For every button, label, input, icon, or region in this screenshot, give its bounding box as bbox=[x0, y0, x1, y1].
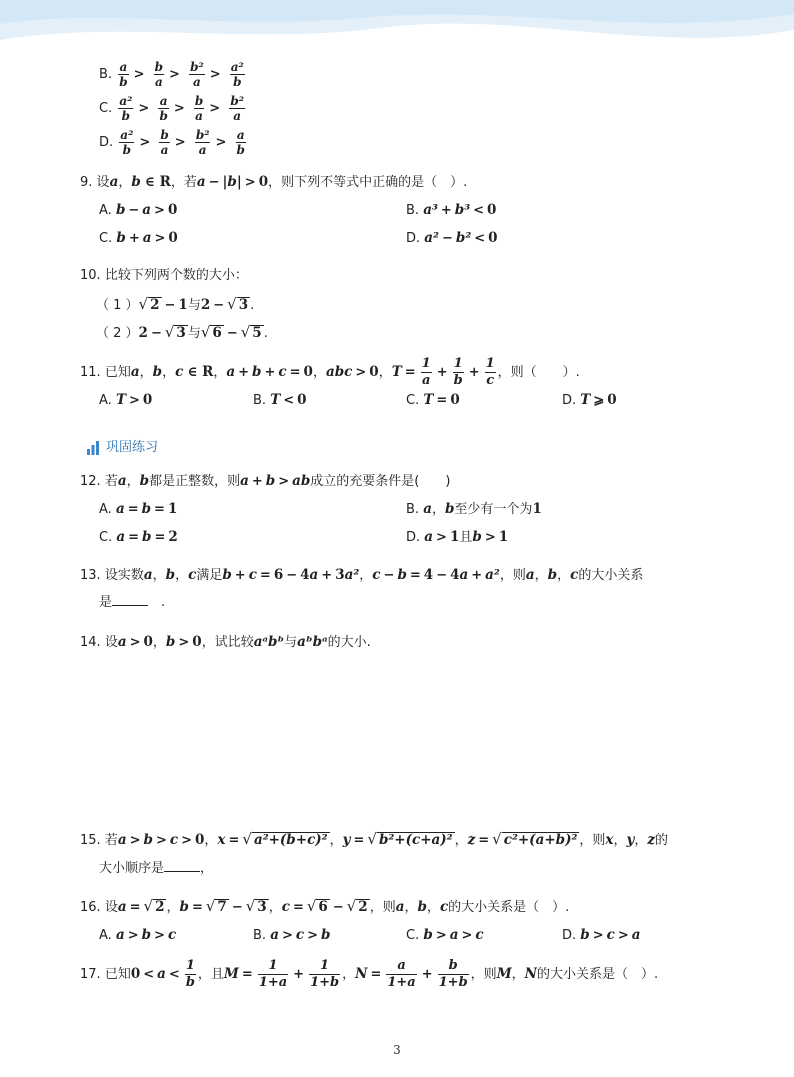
question-12-option-c: C. a = b = 2 bbox=[99, 529, 178, 545]
question-16-option-a: A. a > b > c bbox=[99, 927, 177, 943]
page-number: 3 bbox=[393, 1043, 401, 1057]
header-wave-decoration bbox=[0, 0, 794, 58]
question-11-stem: 11. 已知a，b，c ∈ R，a + b + c = 0，abc > 0，T = $\frac{1}{a}$ + $\frac{1}{b}$ + $\frac{1}{c}$ ，则（ ）. bbox=[80, 356, 580, 388]
bar-chart-icon bbox=[86, 441, 100, 455]
question-10-part-1: （ 1 ）√ 2 − 1与2 − √ 3 . bbox=[96, 295, 255, 313]
question-9-option-b: B. a³ + b³ < 0 bbox=[406, 202, 497, 218]
question-13-stem: 13. 设实数a，b，c满足b + c = 6 − 4a + 3a²，c − b = 4 − 4a + a²，则a，b，c的大小关系 bbox=[80, 567, 644, 583]
question-14-stem: 14. 设a > 0，b > 0，试比较aᵃbᵇ与aᵇbᵃ的大小. bbox=[80, 634, 371, 650]
section-header bbox=[86, 436, 158, 455]
question-12-option-d: D. a > 1且b > 1 bbox=[406, 529, 509, 545]
question-9-stem: 9. 设a，b ∈ R，若a − |b| > 0，则下列不等式中正确的是（ ）. bbox=[80, 174, 468, 190]
answer-blank[interactable] bbox=[112, 605, 148, 606]
question-17-stem: 17. 已知0 < a < $\frac{1}{b}$ ，且M = $\frac{1}{1+a}$ + $\frac{1}{1+b}$ ，N = $\frac{a}{1+a}$ + $\frac{b}{1+b}$ ，则M，N的大小关系是（ ）. bbox=[80, 958, 659, 990]
q8-option-d: D. $\frac{\text{a²}}{b}$ > $\frac{b}{a}$ > $\frac{\text{b²}}{a}$ > $\frac{a}{b}$ bbox=[99, 128, 245, 157]
question-10-stem: 10. 比较下列两个数的大小： bbox=[80, 268, 248, 283]
question-16-option-d: D. b > c > a bbox=[562, 927, 641, 943]
question-16-stem: 16. 设a = √ 2 ，b = √ 7 − √ 3 ，c = √ 6 − √ 2 ，则a，b，c的大小关系是（ ）. bbox=[80, 897, 570, 915]
question-16-option-c: C. b > a > c bbox=[406, 927, 484, 943]
q8-option-b: B. $\frac{a}{b}$ > $\frac{b}{a}$ > $\frac{\text{b²}}{a}$ > $\frac{\text{a²}}{b}$ bbox=[99, 60, 244, 89]
question-10-part-2: （ 2 ）2 − √ 3 与√ 6 − √ 5 . bbox=[96, 323, 268, 341]
section-title: 巩固练习 bbox=[106, 440, 159, 455]
question-11-option-a: A. T > 0 bbox=[99, 392, 153, 408]
question-12-option-b: B. a，b至少有一个为1 bbox=[406, 501, 542, 517]
question-11-option-d: D. T ⩾ 0 bbox=[562, 392, 617, 408]
answer-blank[interactable] bbox=[164, 871, 200, 872]
question-9-option-d: D. a² − b² < 0 bbox=[406, 230, 498, 246]
question-15-line-2: 大小顺序是 ， bbox=[99, 861, 214, 876]
question-13-line-2: 是 . bbox=[99, 595, 166, 610]
q8-option-c: C. $\frac{\text{a²}}{b}$ > $\frac{a}{b}$ > $\frac{b}{a}$ > $\frac{\text{b²}}{a}$ bbox=[99, 94, 244, 123]
question-9-option-a: A. b − a > 0 bbox=[99, 202, 178, 218]
question-11-option-b: B. T < 0 bbox=[253, 392, 307, 408]
question-12-option-a: A. a = b = 1 bbox=[99, 501, 178, 517]
question-11-option-c: C. T = 0 bbox=[406, 392, 460, 408]
question-9-option-c: C. b + a > 0 bbox=[99, 230, 178, 246]
question-12-stem: 12. 若a，b都是正整数，则a + b > ab成立的充要条件是( ) bbox=[80, 473, 451, 489]
question-16-option-b: B. a > c > b bbox=[253, 927, 331, 943]
question-15-stem: 15. 若a > b > c > 0，x = √ a²+(b+c)² ，y = √ b²+(c+a)² ，z = √ c²+(a+b)² ，则x，y，z的 bbox=[80, 830, 669, 848]
